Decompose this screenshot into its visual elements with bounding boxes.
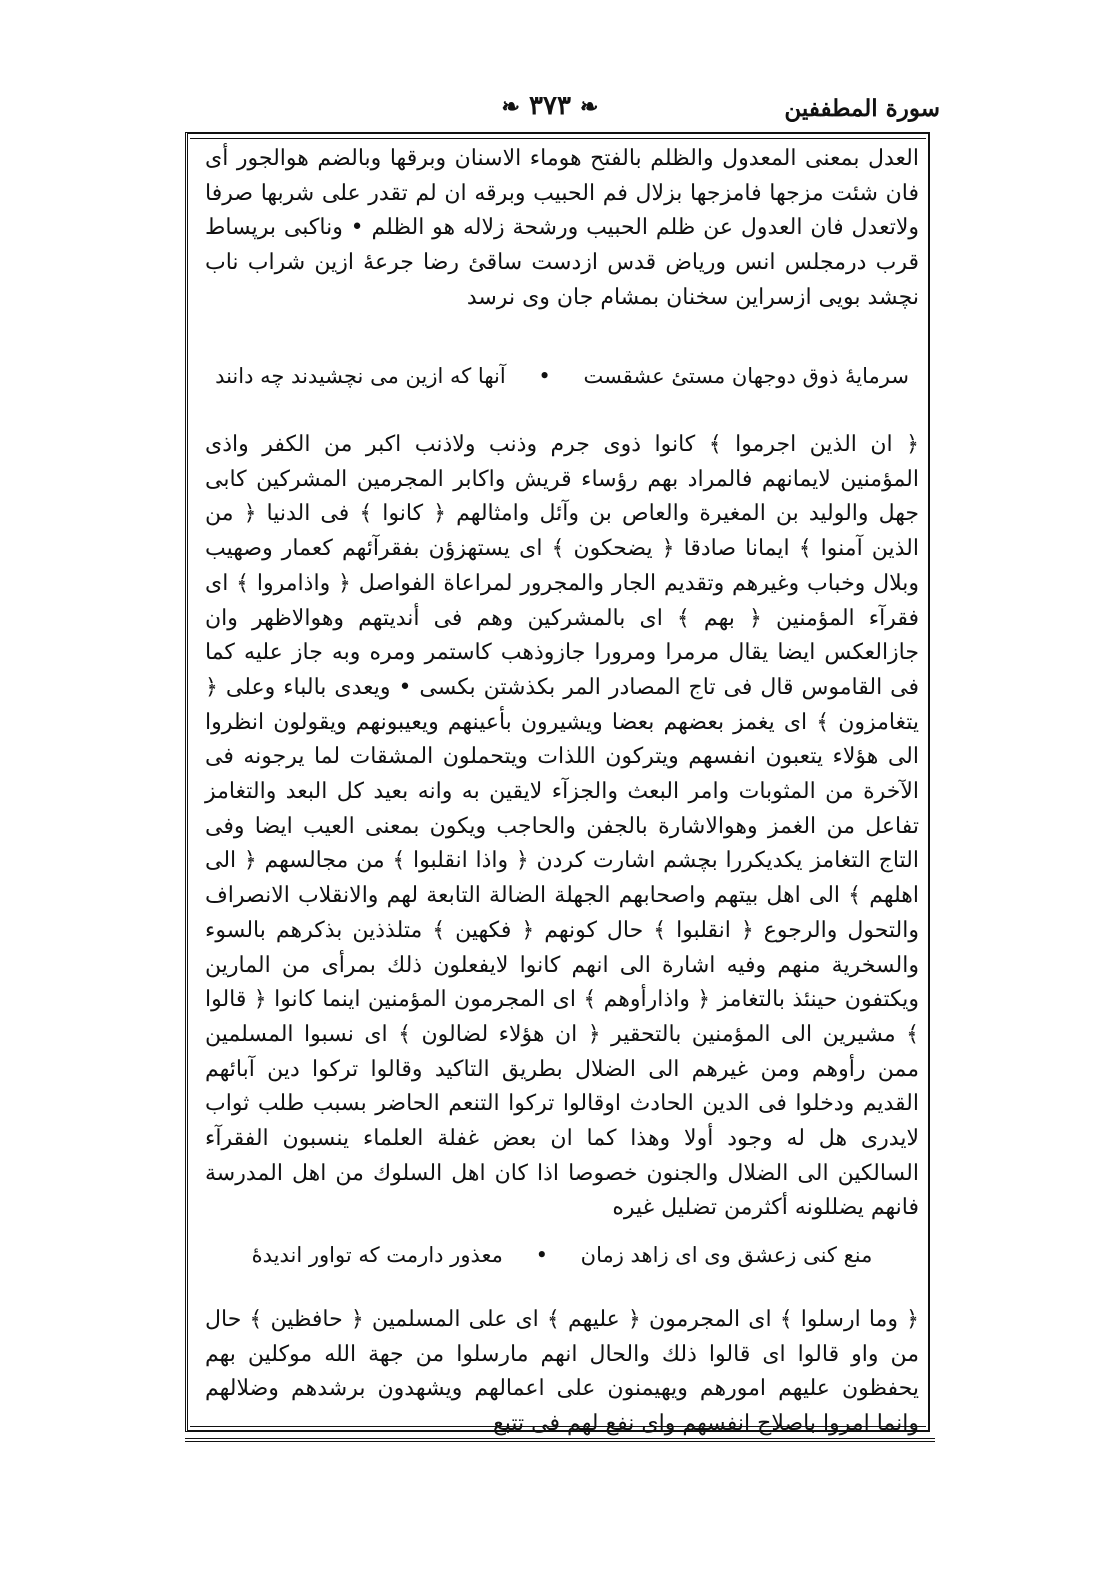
verse-2-separator: • (535, 1243, 548, 1267)
page-number: ٣٧٣ (529, 91, 571, 121)
verse-1-separator: • (538, 364, 551, 388)
surah-title: سورة المطففين (784, 95, 940, 122)
page-number-block (440, 91, 660, 121)
persian-verse-1 (205, 359, 919, 393)
bottom-double-rule (185, 1438, 935, 1442)
verse-2-second-hemistich: معذور دارمت كه تواور انديدهٔ (251, 1243, 503, 1267)
ornament-left-icon: ❧ (501, 94, 520, 120)
paragraph-1: العدل بمعنى المعدول والظلم بالفتح هوماء الاسنان وبرقها وبالضم هوالجور أى فان شئت مزجها فامزجها بزلال فم الحبيب وبرقه ان لم تقدر على شربها صرفا ولاتعدل فان العدول عن ظلم الحبيب ورشحة زلاله هو الظلم • وناكبى برپساط قرب درمجلس انس ورياض قدس ازدست ساقئ رضا جرعهٔ ازين شراب ناب نچشد بويى ازسراين سخنان بمشام جان وى نرسد (205, 146, 919, 310)
verse-1-second-hemistich: آنها كه ازين مى نچشيدند چه دانند (215, 364, 506, 388)
page-header (190, 91, 940, 131)
ornament-right-icon: ❧ (580, 94, 599, 120)
verse-1-first-hemistich: سرمايهٔ ذوق دوجهان مستئ عشقست (583, 364, 909, 388)
verse-2-first-hemistich: منع كنى زعشق وى اى زاهد زمان (580, 1243, 873, 1267)
paragraph-3: ﴿ وما ارسلوا ﴾ اى المجرمون ﴿ عليهم ﴾ اى على المسلمين ﴿ حافظين ﴾ حال من واو قالوا اى قالوا ذلك والحال انهم مارسلوا من جهة الله موكلين بهم يحفظون عليهم امورهم ويهيمنون على اعمالهم ويشهدون برشدهم وضلالهم وانما امروا باصلاح انفسهم واى نفع لهم فى تتبع (205, 1307, 919, 1437)
persian-verse-2 (205, 1238, 919, 1272)
paragraph-2: ﴿ ان الذين اجرموا ﴾ كانوا ذوى جرم وذنب ولاذنب اكبر من الكفر واذى المؤمنين لايمانهم فالمراد بهم رؤساء قريش واكابر المجرمين المشركين كابى جهل والوليد بن المغيرة والعاص بن وآئل وامثالهم ﴿ كانوا ﴾ فى الدنيا ﴿ من الذين آمنوا ﴾ ايمانا صادقا ﴿ يضحكون ﴾ اى يستهزؤن بفقرآئهم كعمار وصهيب وبلال وخباب وغيرهم وتقديم الجار والمجرور لمراعاة الفواصل ﴿ واذامروا ﴾ اى فقرآء المؤمنين ﴿ بهم ﴾ اى بالمشركين وهم فى أنديتهم وهوالاظهر وان جازالعكس ايضا يقال مرمرا ومرورا جازوذهب كاستمر ومره وبه جاز عليه كما فى القاموس قال فى تاج المصادر المر بكذشتن بكسى • ويعدى بالباء وعلى ﴿ يتغامزون ﴾ اى يغمز بعضهم بعضا ويشيرون بأعينهم ويعيبونهم ويقولون انظروا الى هؤلاء يتعبون انفسهم ويتركون اللذات ويتحملون المشقات لما يرجونه فى الآخرة من المثوبات وامر البعث والجزآء لايقين به وانه بعيد كل البعد والتغامز تفاعل من الغمز وهوالاشارة بالجفن والحاجب ويكون بمعنى العيب ايضا وفى التاج التغامز يكديكررا بچشم اشارت كردن ﴿ واذا انقلبوا ﴾ من مجالسهم ﴿ الى اهلهم ﴾ الى اهل بيتهم واصحابهم الجهلة الضالة التابعة لهم والانقلاب الانصراف والتحول والرجوع ﴿ انقلبوا ﴾ حال كونهم ﴿ فكهين ﴾ متلذذين بذكرهم بالسوء والسخرية منهم وفيه اشارة الى انهم كانوا لايفعلون ذلك بمرأى من المارين ويكتفون حينئذ بالتغامز ﴿ واذارأوهم ﴾ اى المجرمون المؤمنين اينما كانوا ﴿ قالوا ﴾ مشيرين الى المؤمنين بالتحقير ﴿ ان هؤلاء لضالون ﴾ اى نسبوا المسلمين ممن رأوهم ومن غيرهم الى الضلال بطريق التاكيد وقالوا تركوا دين آبائهم القديم ودخلوا فى الدين الحادث اوقالوا تركوا التنعم الحاضر بسبب طلب ثواب لايدرى هل له وجود أولا وهذا كما ان بعض غفلة العلماء ينسبون الفقرآء السالكين الى الضلال والجنون خصوصا اذا كان اهل السلوك من اهل المدرسة فانهم يضللونه أكثرمن تضليل غيره (205, 432, 919, 1221)
